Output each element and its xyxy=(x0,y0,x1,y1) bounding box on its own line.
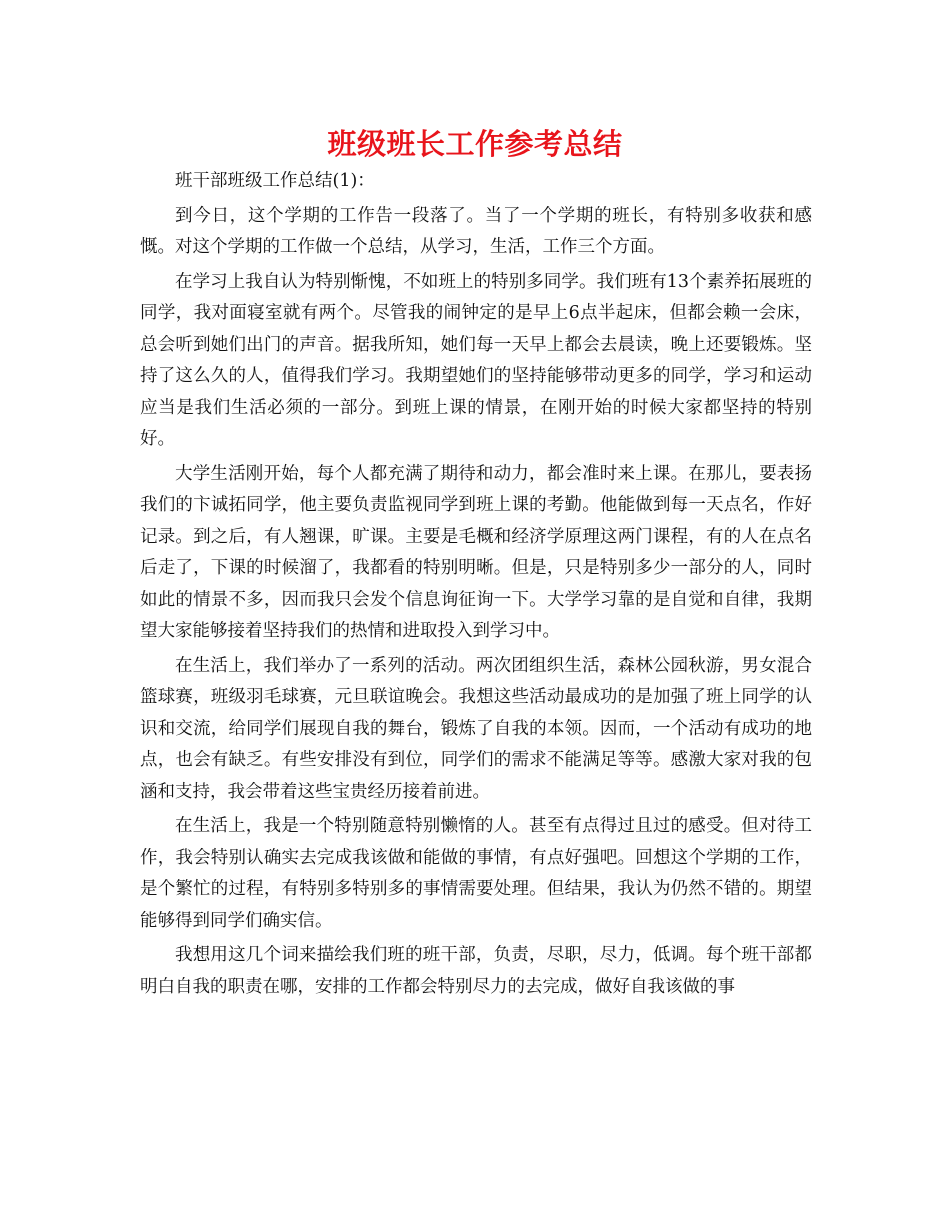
paragraph: 在学习上我自认为特别惭愧，不如班上的特别多同学。我们班有13个素养拓展班的同学，我对面寝室就有两个。尽管我的闹钟定的是早上6点半起床，但都会赖一会床，总会听到她们出门的声音。据我所知，她们每一天早上都会去晨读，晚上还要锻炼。坚持了这么久的人，值得我们学习。我期望她们的坚持能够带动更多的同学，学习和运动应当是我们生活必须的一部分。到班上课的情景，在刚开始的时候大家都坚持的特别好。 xyxy=(140,271,812,449)
document-title: 班级班长工作参考总结 xyxy=(327,127,623,161)
paragraph: 在生活上，我们举办了一系列的活动。两次团组织生活，森林公园秋游，男女混合篮球赛，班级羽毛球赛，元旦联谊晚会。我想这些活动最成功的是加强了班上同学的认识和交流，给同学们展现自我的舞台，锻炼了自我的本领。因而，一个活动有成功的地点，也会有缺乏。有些安排没有到位，同学们的需求不能满足等等。感激大家对我的包涵和支持，我会带着这些宝贵经历接着前进。 xyxy=(140,655,812,802)
paragraph-heading: 班干部班级工作总结(1)： xyxy=(175,171,375,191)
paragraph: 我想用这几个词来描绘我们班的班干部，负责，尽职，尽力，低调。每个班干部都明白自我的职责在哪，安排的工作都会特别尽力的去完成，做好自我该做的事 xyxy=(140,945,812,997)
paragraph: 在生活上，我是一个特别随意特别懒惰的人。甚至有点得过且过的感受。但对待工作，我会特别认确实去完成我该做和能做的事情，有点好强吧。回想这个学期的工作，是个繁忙的过程，有特别多特别多的事情需要处理。但结果，我认为仍然不错的。期望能够得到同学们确实信。 xyxy=(140,816,812,931)
document-body xyxy=(140,166,812,1006)
paragraph: 到今日，这个学期的工作告一段落了。当了一个学期的班长，有特别多收获和感慨。对这个学期的工作做一个总结，从学习，生活，工作三个方面。 xyxy=(140,205,812,257)
paragraph: 大学生活刚开始，每个人都充满了期待和动力，都会准时来上课。在那儿，要表扬我们的卞诚拓同学，他主要负责监视同学到班上课的考勤。他能做到每一天点名，作好记录。到之后，有人翘课，旷课。主要是毛概和经济学原理这两门课程，有的人在点名后走了，下课的时候溜了，我都看的特别明晰。但是，只是特别多少一部分的人，同时如此的情景不多，因而我只会发个信息询征询一下。大学学习靠的是自觉和自律，我期望大家能够接着坚持我们的热情和进取投入到学习中。 xyxy=(140,463,812,641)
